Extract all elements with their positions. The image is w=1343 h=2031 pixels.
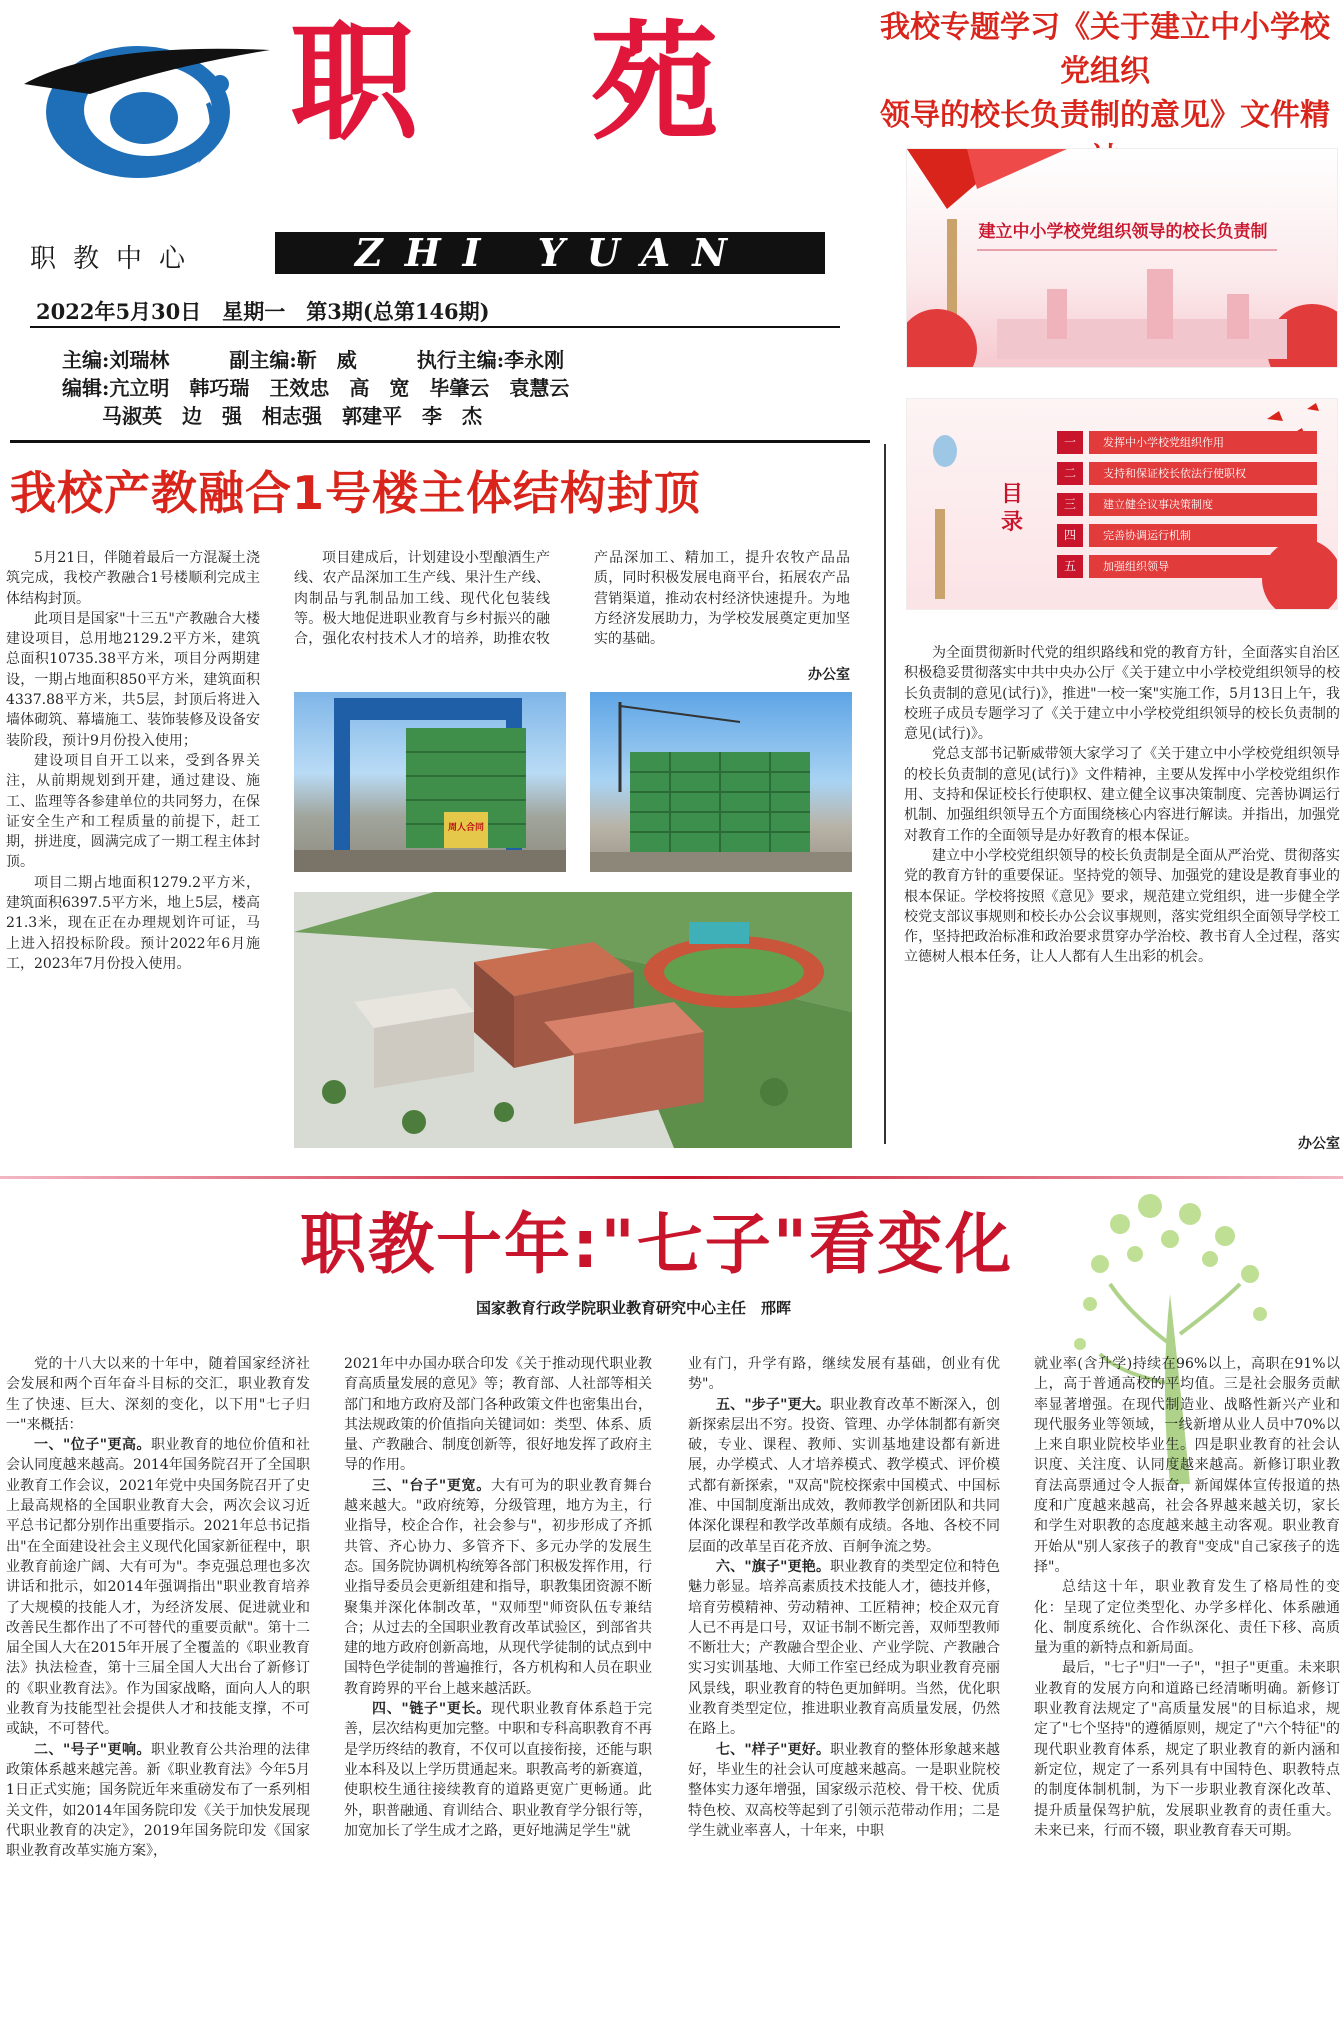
slide-contents-label: 目录 [1001, 482, 1024, 535]
contents-text: 发挥中小学校党组织作用 [1089, 431, 1317, 454]
paragraph-lead: 四、"链子"更长。 [372, 1701, 491, 1718]
paragraph: 建设项目自开工以来，受到各界关注，从前期规划到开建，通过建设、施工、监理等各参建单位的共同努力，在保证安全生产和工程质量的前提下，赶工期，拼进度，圆满完成了一期工程主体封顶。 [6, 752, 260, 871]
party-study-body [904, 643, 1340, 1133]
paragraph [688, 1395, 1000, 1557]
slide-underline [977, 249, 1277, 251]
feature-col4 [1034, 1354, 1340, 2028]
slide-contents-image [906, 398, 1338, 610]
contents-text: 建立健全议事决策制度 [1089, 493, 1317, 516]
contents-number: 五 [1057, 555, 1083, 578]
paragraph: 建立中小学校党组织领导的校长负责制是全面从严治党、贯彻落实党的教育方针的重要保证。坚持党的领导、加强党的建设是教育事业的根本保证。学校将按照《意见》要求，规范建立党组织，进一步健全学校党支部议事规则和校长办公会议事规则，落实党组织全面领导学校工作，坚持把政治标准和政治要求贯穿办学治校、教书育人全过程，落实立德树人根本任务，让人人都有人生出彩的机会。 [904, 847, 1340, 966]
contents-text: 加强组织领导 [1089, 555, 1317, 578]
building-headline: 我校产教融合1号楼主体结构封顶 [10, 466, 702, 520]
paragraph [6, 1740, 310, 1862]
paragraph-text: 党的十八大以来的十年中，随着国家经济社会发展和两个百年奋斗目标的交汇，职业教育发生了快速、巨大、深刻的变化，以下用"七子归一"来概括： [6, 1356, 310, 1433]
contents-item [1057, 524, 1317, 547]
school-logo [20, 14, 282, 186]
paragraph-lead: 二、"号子"更响。 [34, 1741, 152, 1758]
paragraph-lead: 一、"位子"更高。 [34, 1437, 152, 1454]
author-tag: 办公室 [808, 667, 850, 683]
author-tag: 办公室 [1298, 1136, 1340, 1152]
paragraph [344, 1699, 652, 1841]
paragraph-text: 大有可为的职业教育舞台越来越大。"政府统筹，分级管理，地方为主，行业指导，校企合作，社会参与"，初步形成了齐抓共管、齐心协力、多管齐下、多元办学的发展生态。国务院协调机构统筹各部门积极发挥作用，行业指导委员会更新组建和指导，职教集团资源不断聚集并深化体制改革，"双师型"师资队伍专兼结合；从过去的全国职业教育改革试验区，到部省共建的地方政府创新高地，从现代学徒制的试点到中国特色学徒制的普遍推行，各方机构和人员在职业教育跨界的平台上越来越活跃。 [344, 1477, 652, 1697]
campus-rendering-image [294, 892, 852, 1148]
paragraph-text: 职业教育的整体形象越来越好，毕业生的社会认可度越来越高。一是职业院校整体实力逐年增强，国家级示范校、骨干校、优质特色校、双高校等起到了引领示范带动作用；二是学生就业率喜人，十年来，中职 [688, 1741, 1000, 1839]
paragraph [6, 1354, 310, 1435]
paragraph [1034, 1354, 1340, 1577]
paragraph-text: 2021年中办国办联合印发《关于推动现代职业教育高质量发展的意见》等；教育部、人社部等相关部门和地方政府及部门各种政策文件也密集出台，其法规政策的价值指向关键词如：类型、体系、质量、产教融合、制度创新等，很好地发挥了政府主导的作用。 [344, 1356, 652, 1474]
contents-number: 一 [1057, 431, 1083, 454]
feature-col1 [6, 1354, 310, 2028]
paragraph-text: 职业教育公共治理的法律政策体系越来越完善。新《职业教育法》今年5月1日正式实施；国务院近年来重磅发布了一系列相关文件，如2014年国务院印发《关于加快发展现代职业教育的决定》，2019年国务院印发《国家职业教育改革实施方案》， [6, 1741, 310, 1860]
paragraph [344, 1476, 652, 1699]
building-body-col2 [294, 548, 850, 682]
paragraph [688, 1354, 1000, 1395]
column-divider [884, 444, 886, 1144]
paragraph-text: 职业教育的地位价值和社会认同度越来越高。2014年国务院召开了全国职业教育工作会议，2021年党中央国务院召开了史上最高规格的全国职业教育大会，两次会议习近平总书记都分别作出重要指示。2021年总书记指出"在全面建设社会主义现代化国家新征程中，职业教育前途广阔、大有可为"。李克强总理也多次讲话和批示，如2014年强调指出"职业教育培养了大规模的技能人才，为经济发展、促进就业和改善民生都作出了不可替代的重要贡献"。第十二届全国人大在2015年开展了全覆盖的《职业教育法》执法检查，第十三届全国人大出台了新修订的《职业教育法》。作为国家战略，面向人人的职业教育为技能型社会提供人才和技能支撑，不可或缺，不可替代。 [6, 1437, 310, 1738]
paragraph-lead: 六、"旗子"更艳。 [716, 1558, 831, 1575]
paragraph: 此项目是国家"十三五"产教融合大楼建设项目，总用地2129.2平方米，建筑总面积10735.38平方米，项目分两期建设，一期占地面积850平方米，建筑面积4337.88平方米，共5层，封顶后将进入墙体砌筑、幕墙施工、装饰装修及设备安装阶段，预计9月份投入使用； [6, 610, 260, 749]
contents-item [1057, 555, 1317, 578]
feature-headline: 职教十年:"七子"看变化 [300, 1206, 1014, 1283]
staff-line: 马淑英 边 强 相志强 郭建平 李 杰 [62, 404, 482, 428]
section-divider [0, 1176, 1343, 1179]
paragraph-text: 总结这十年，职业教育发生了格局性的变化：呈现了定位类型化、办学多样化、体系融通化、制度系统化、合作纵深化、责任下移、高质量为重的新特点和新局面。 [1034, 1579, 1340, 1657]
paragraph-text: 最后，"七子"归"一子"，"担子"更重。未来职业教育的发展方向和道路已经清晰明确。新修订职业教育法规定了"高质量发展"的目标追求，规定了"七个坚持"的遵循原则，规定了"六个特征"的现代职业教育体系，规定了职业教育的新内涵和新定位，规定了一系列具有中国特色、职教特点的制度体制机制，为下一步职业教育深化改革、提升质量保驾护航，发展职业教育的责任重大。未来已来，行而不辍，职业教育春天可期。 [1034, 1660, 1340, 1839]
paragraph [688, 1740, 1000, 1841]
contents-text: 完善协调运行机制 [1089, 524, 1317, 547]
paragraph-lead: 五、"步子"更大。 [716, 1396, 831, 1413]
staff-line: 编辑:亢立明 韩巧瑞 王效忠 高 宽 毕肇云 袁慧云 [62, 376, 570, 400]
slide-cover-image [906, 148, 1338, 368]
paragraph: 项目建成后，计划建设小型酿酒生产线、农产品深加工生产线、果汁生产线、肉制品与乳制品加工线、现代化包装线等。极大地促进职业教育与乡村振兴的融合，强化农村技术人才的培养，助推农牧产品深加工、精加工，提升农牧产品品质，同时积极发展电商平台，拓展农产品营销渠道，推动农村经济快速提升。为地方经济发展助力，为学校发展奠定更加坚实的基础。 [294, 550, 850, 648]
paragraph-lead: 七、"样子"更好。 [716, 1741, 831, 1758]
contents-item [1057, 493, 1317, 516]
building-body-col1 [6, 548, 260, 1138]
center-label: 职教中心 [30, 244, 203, 274]
masthead-rule [30, 326, 840, 328]
paragraph-text: 职业教育改革不断深入，创新探索层出不穷。投资、管理、办学体制都有新突破，专业、课程、教师、实训基地建设都有新进展，办学模式、人才培养模式、教学模式、评价模式都有新探索，"双高"院校探索中国模式、中国标准、中国制度渐出成效，教师教学创新团队和共同体深化课程和教学改革颇有成绩。各地、各校不同层面的改革呈百花齐放、百舸争流之势。 [688, 1396, 1000, 1555]
paragraph: 党总支部书记靳威带领大家学习了《关于建立中小学校党组织领导的校长负责制的意见(试行)》文件精神，主要从发挥中小学校党组织作用、支持和保证校长行使职权、建立健全议事决策制度、完善协调运行机制、加强组织领导五个方面围绕核心内容进行解读。并指出，加强党对教育工作的全面领导是办好教育的根本保证。 [904, 746, 1340, 844]
paragraph: 项目二期占地面积1279.2平方米，建筑面积6397.5平方米，地上5层，楼高21.3米，现在正在办理规划许可证，马上进入招投标阶段。预计2022年6月施工，2023年7月份投入使用。 [6, 874, 260, 972]
issue-dateline: 2022年5月30日 星期一 第3期(总第146期) [36, 299, 490, 324]
contents-text: 支持和保证校长依法行使职权 [1089, 462, 1317, 485]
feature-col3 [688, 1354, 1000, 2028]
paragraph [1034, 1658, 1340, 1841]
construction-photo-scaffold [590, 692, 852, 872]
feature-col2 [344, 1354, 652, 2028]
contents-number: 四 [1057, 524, 1083, 547]
section-rule [10, 440, 870, 443]
paragraph: 5月21日，伴随着最后一方混凝土浇筑完成，我校产教融合1号楼顺利完成主体结构封顶。 [6, 550, 260, 607]
contents-number: 三 [1057, 493, 1083, 516]
contents-number: 二 [1057, 462, 1083, 485]
contents-item [1057, 462, 1317, 485]
construction-photo-gate [294, 692, 566, 872]
contents-list [1057, 431, 1317, 578]
headline-line: 我校专题学习《关于建立中小学校党组织 [880, 10, 1330, 89]
feature-byline: 国家教育行政学院职业教育研究中心主任 邢晖 [476, 1299, 792, 1317]
paragraph [688, 1557, 1000, 1740]
paragraph-text: 业有门，升学有路，继续发展有基础，创业有优势"。 [688, 1356, 1000, 1393]
paragraph-text: 现代职业教育体系趋于完善，层次结构更加完整。中职和专科高职教育不再是学历终结的教育，不仅可以直接衔接，还能与职业本科及以上学历贯通起来。职教高考的新赛道，使职校生通往接续教育的道路更宽广更畅通。此外，职普融通、育训结合、职业教育学分银行等，加宽加长了学生成才之路，更好地满足学生"就 [344, 1701, 652, 1839]
paragraph [344, 1354, 652, 1476]
paragraph [1034, 1577, 1340, 1658]
paragraph-lead: 三、"台子"更宽。 [372, 1477, 491, 1494]
paragraph [6, 1435, 310, 1739]
pinyin-banner: ZHI YUAN [275, 232, 825, 274]
slide-title: 建立中小学校党组织领导的校长负责制 [978, 222, 1268, 242]
staff-line: 主编:刘瑞林 副主编:靳 威 执行主编:李永刚 [62, 348, 565, 372]
paragraph-text: 职业教育的类型定位和特色魅力彰显。培养高素质技术技能人才，德技并修，培育劳模精神、劳动精神、工匠精神；校企双元育人已不再是口号，双证书制不断完善，双师型教师不断壮大；产教融合型企业、产业学院、产教融合实习实训基地、大师工作室已经成为职业教育亮丽风景线，职业教育的特色更加鲜明。当然，优化职业教育类型定位，推进职业教育高质量发展，仍然在路上。 [688, 1558, 1000, 1738]
masthead-title: 职 苑 [290, 8, 783, 158]
headline-line: 领导的校长负责制的意见》文件精 [880, 98, 1330, 133]
paragraph: 为全面贯彻新时代党的组织路线和党的教育方针，全面落实自治区积极稳妥贯彻落实中共中央办公厅《关于建立中小学校党组织领导的校长负责制的意见(试行)》，推进"一校一案"实施工作，5月13日上午，我校班子成员专题学习了《关于建立中小学校党组织领导的校长负责制的意见(试行)》。 [904, 645, 1340, 743]
paragraph-text: 就业率(含升学)持续在96%以上，高职在91%以上，高于普通高校的平均值。三是社会服务贡献率显著增强。在现代制造业、战略性新兴产业和现代服务业等领域，一线新增从业人员中70%以上来自职业院校毕业生。四是职业教育的社会认识度、关注度、认同度越来越高。新修订职业教育法高票通过令人振奋，新闻媒体宣传报道的热度和广度越来越高，社会各界越来越关切，家长和学生对职教的态度越来越主动客观。职业教育开始从"别人家孩子的教育"变成"自己家孩子的选择"。 [1034, 1356, 1340, 1575]
contents-item [1057, 431, 1317, 454]
site-sign: 周人合同 [447, 823, 484, 833]
